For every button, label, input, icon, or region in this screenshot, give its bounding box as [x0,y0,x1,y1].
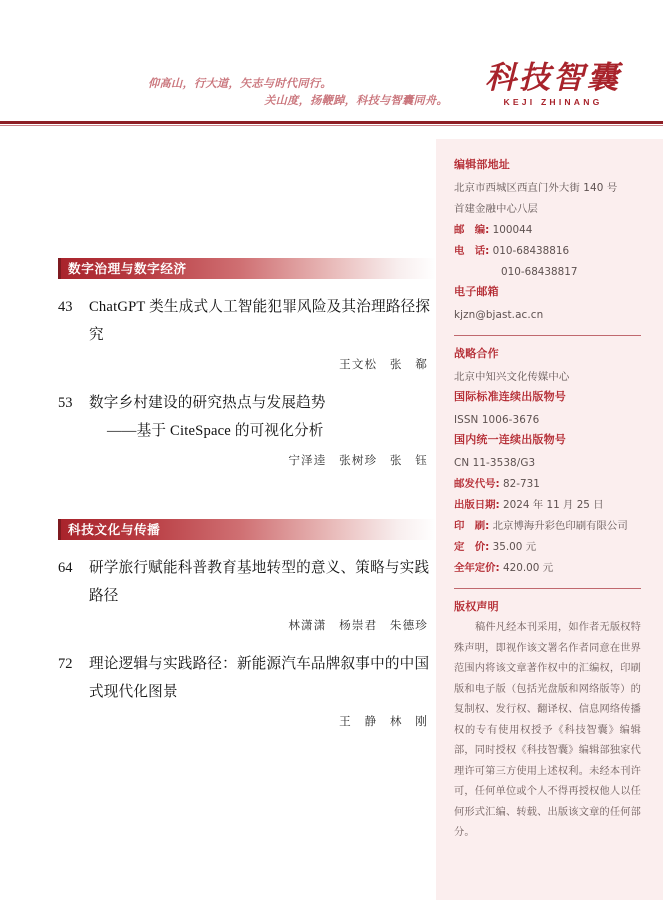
email-value[interactable]: kjzn@bjast.ac.cn [454,309,544,321]
toc-entry[interactable] [58,389,436,471]
partner-heading: 战略合作 [454,347,499,360]
toc-entry[interactable] [58,554,436,636]
phone-row [454,241,641,262]
section-title: 数字治理与数字经济 [68,261,187,276]
annual-price-row [454,558,641,579]
section-title: 科技文化与传播 [68,522,161,537]
cn-number-heading: 国内统一连续出版物号 [454,433,566,446]
entry-title[interactable]: 数字乡村建设的研究热点与发展趋势 [89,395,326,411]
logo-pinyin-name: KEJI ZHINANG [503,97,603,107]
pub-date-label: 出版日期: [454,499,500,511]
toc-section-2 [58,519,436,732]
header-rule-thin [0,125,663,126]
entry-authors: 王文松 张 郗 [339,358,428,371]
entry-page-number: 72 [58,656,73,672]
entry-subtitle: ——基于 CiteSpace 的可视化分析 [107,423,324,439]
copyright-heading: 版权声明 [454,600,499,613]
journal-logo [478,60,628,108]
editorial-address-heading: 编辑部地址 [454,158,510,171]
price-row [454,537,641,558]
issn-value: ISSN 1006-3676 [454,414,540,426]
toc-entry[interactable] [58,650,436,732]
printer-label: 印 刷: [454,520,490,532]
entry-page-number: 53 [58,395,73,411]
table-of-contents [0,139,436,900]
phone-label: 电 话: [454,245,490,257]
tagline-line-1: 仰高山，行大道，矢志与时代同行。 [148,78,332,90]
issn-heading: 国际标准连续出版物号 [454,390,566,403]
toc-section-1 [58,258,436,471]
entry-authors: 宁泽逵 张树珍 张 钰 [288,454,428,467]
postal-code-label: 邮发代号: [454,478,500,490]
entry-title[interactable]: 研学旅行赋能科普教育基地转型的意义、策略与实践 [89,560,430,576]
logo-chinese-name: 科技智囊 [485,60,621,96]
tagline-line-2: 关山度，扬鞭踔，科技与智囊同舟。 [264,95,448,107]
entry-title-continuation: 路径 [89,588,119,604]
price-value: 35.00 元 [492,541,537,553]
postcode-row [454,220,641,241]
masthead [0,0,663,124]
section-header-bar [58,258,436,279]
entry-title[interactable]: ChatGPT 类生成式人工智能犯罪风险及其治理路径探究 [89,299,431,343]
entry-authors: 王 静 林 刚 [339,715,428,728]
postal-code-row [454,474,641,495]
annual-price-value: 420.00 元 [503,562,554,574]
sidebar-divider [454,335,641,336]
partner-value: 北京中知兴文化传媒中心 [454,371,570,383]
phone-value: 010-68438816 [492,245,570,257]
masthead-tagline [148,76,448,110]
sidebar-divider [454,588,641,589]
section-header-bar [58,519,436,540]
journal-info-sidebar [436,139,663,900]
price-label: 定 价: [454,541,490,553]
entry-page-number: 43 [58,299,73,315]
postal-code-value: 82-731 [503,478,540,490]
editorial-address-line1: 北京市西城区西直门外大街 140 号 [454,182,618,194]
entry-title[interactable]: 理论逻辑与实践路径：新能源汽车品牌叙事中的中国 [89,656,430,672]
entry-page-number: 64 [58,560,73,576]
email-heading: 电子邮箱 [454,285,499,298]
entry-title-continuation: 式现代化图景 [89,684,178,700]
entry-authors: 林潇潇 杨崇君 朱德珍 [288,619,428,632]
postcode-value: 100044 [492,224,533,236]
editorial-address-line2: 首建金融中心八层 [454,203,538,215]
postcode-label: 邮 编: [454,224,490,236]
header-rule-thick [0,121,663,124]
phone-value-secondary: 010-68438817 [501,266,578,278]
annual-price-label: 全年定价: [454,562,500,574]
toc-entry[interactable] [58,293,436,375]
pub-date-row [454,495,641,516]
printer-value: 北京博海升彩色印刷有限公司 [492,520,628,532]
pub-date-value: 2024 年 11 月 25 日 [503,499,604,511]
copyright-body: 稿件凡经本刊采用，如作者无版权特殊声明，即视作该文署名作者同意在世界范围内将该文章著作权中的汇编权，印刷版和电子版（包括光盘版和网络版等）的复制权、发行权、翻译权、信息网络传播权的专有使用权授予《科技智囊》编辑部，同时授权《科技智囊》编辑部独家代理许可第三方使用上述权利。未经本刊许可，任何单位或个人不得再授权他人以任何形式汇编、转载、出版该文章的任何部分。 [454,622,641,838]
printer-row [454,516,641,537]
cn-number-value: CN 11-3538/G3 [454,457,536,469]
